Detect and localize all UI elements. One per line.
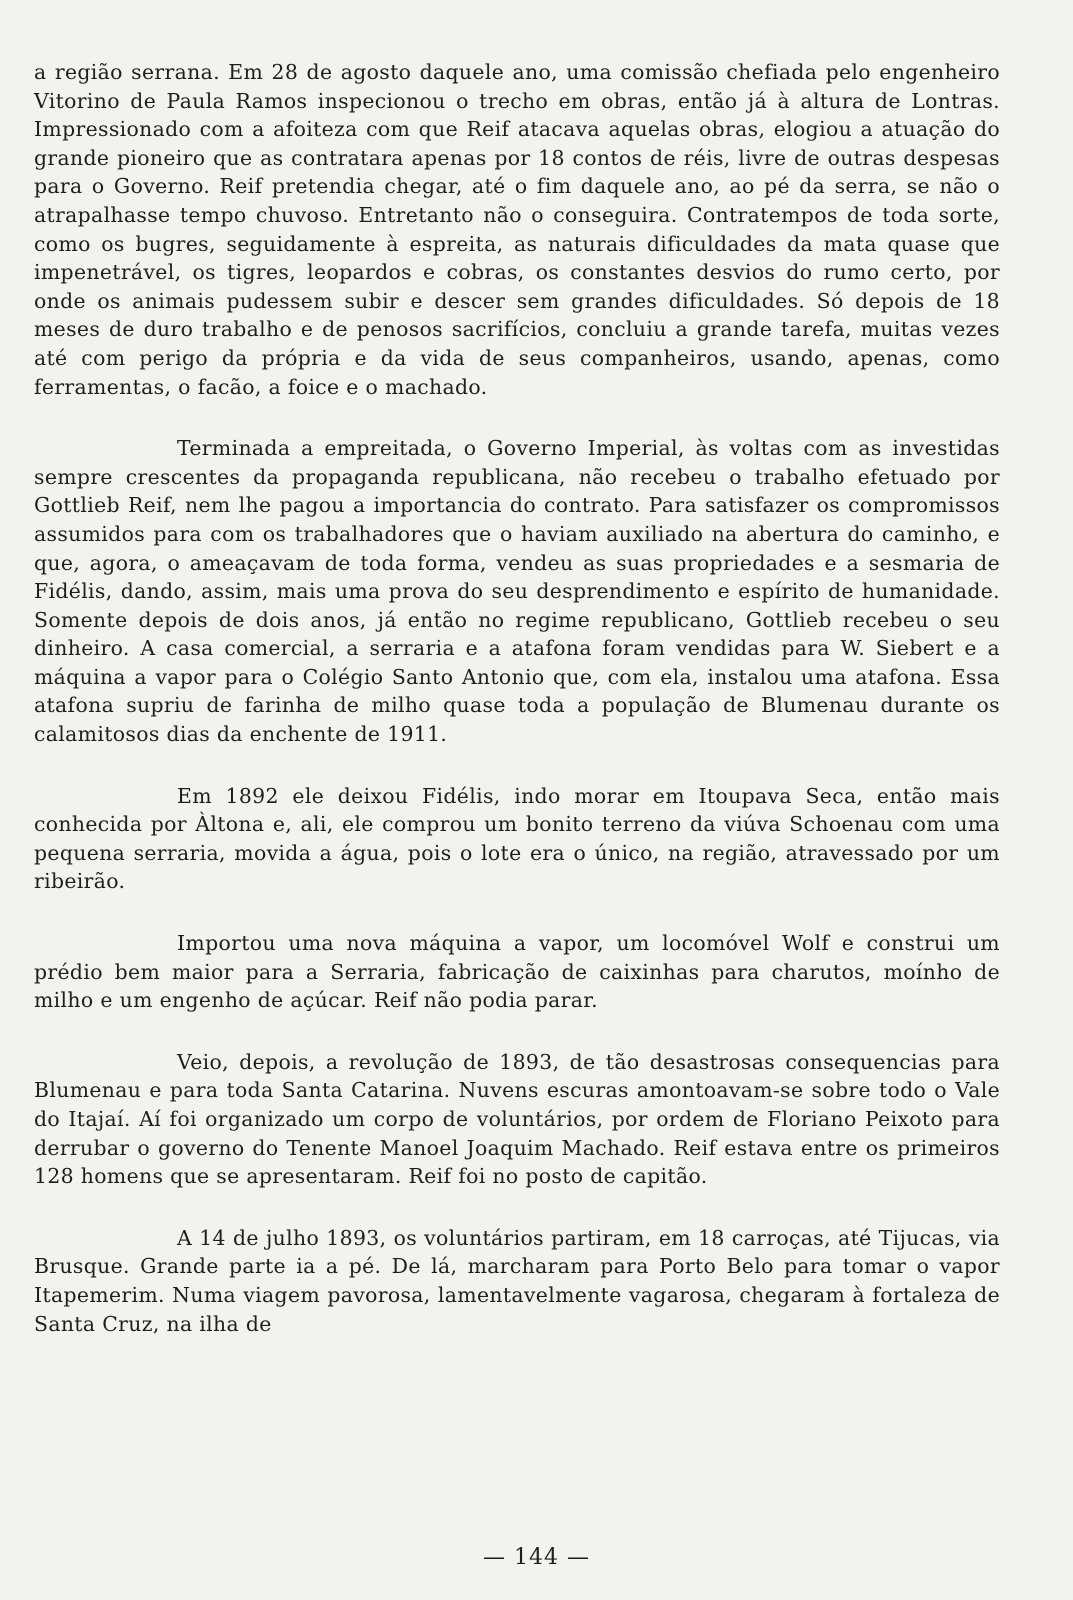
paragraph-2: Terminada a empreitada, o Governo Imperial, às voltas com as investidas sempre crescentes da propaganda republicana, não recebeu o trabalho efetuado por Gottlieb Reif, nem lhe pagou a importancia do contrato. Para satisfazer os compromissos assumidos para com os trabalhadores que o haviam auxiliado na abertura do caminho, e que, agora, o ameaçavam de toda forma, vendeu as suas propriedades e a sesmaria de Fidélis, dando, assim, mais uma prova do seu desprendimento e espírito de humanidade. Somente depois de dois anos, já então no regime republicano, Gottlieb recebeu o seu dinheiro. A casa comercial, a serraria e a atafona foram vendidas para W. Siebert e a máquina a vapor para o Colégio Santo Antonio que, com ela, instalou uma atafona. Essa atafona supriu de farinha de milho quase toda a população de Blumenau durante os calamitosos dias da enchente de 1911. [34,436,1000,747]
paragraph-1: a região serrana. Em 28 de agosto daquele ano, uma comissão chefiada pelo engenheiro Vitorino de Paula Ramos inspecionou o trecho em obras, então já à altura de Lontras. Impressionado com a afoiteza com que Reif atacava aquelas obras, elogiou a atuação do grande pioneiro que as contratara apenas por 18 contos de réis, livre de outras despesas para o Governo. Reif pretendia chegar, até o fim daquele ano, ao pé da serra, se não o atrapalhasse tempo chuvoso. Entretanto não o conseguira. Contratempos de toda sorte, como os bugres, seguidamente à espreita, as naturais dificuldades da mata quase que impenetrável, os tigres, leopardos e cobras, os constantes desvios do rumo certo, por onde os animais pudessem subir e descer sem grandes dificuldades. Só depois de 18 meses de duro trabalho e de penosos sacrifícios, concluiu a grande tarefa, muitas vezes até com perigo da própria e da vida de seus companheiros, usando, apenas, como ferramentas, o facão, a foice e o machado. [34,60,1000,399]
paragraph-3: Em 1892 ele deixou Fidélis, indo morar em Itoupava Seca, então mais conhecida por Àltona e, ali, ele comprou um bonito terreno da viúva Schoenau com uma pequena serraria, movida a água, pois o lote era o único, na região, atravessado por um ribeirão. [34,783,1000,894]
page-number: — 144 — [483,1545,590,1570]
page-body [34,58,1000,1338]
paragraph-5: Veio, depois, a revolução de 1893, de tão desastrosas consequencias para Blumenau e para toda Santa Catarina. Nuvens escuras amontoavam-se sobre todo o Vale do Itajaí. Aí foi organizado um corpo de voluntários, por ordem de Floriano Peixoto para derrubar o governo do Tenente Manoel Joaquim Machado. Reif estava entre os primeiros 128 homens que se apresentaram. Reif foi no posto de capitão. [34,1049,1000,1189]
paragraph-6: A 14 de julho 1893, os voluntários partiram, em 18 carroças, até Tijucas, via Brusque. Grande parte ia a pé. De lá, marcharam para Porto Belo para tomar o vapor Itapemerim. Numa viagem pavorosa, lamentavelmente vagarosa, chegaram à fortaleza de Santa Cruz, na ilha de [34,1225,1000,1336]
paragraph-4: Importou uma nova máquina a vapor, um locomóvel Wolf e construi um prédio bem maior para a Serraria, fabricação de caixinhas para charutos, moínho de milho e um engenho de açúcar. Reif não podia parar. [34,931,1000,1013]
